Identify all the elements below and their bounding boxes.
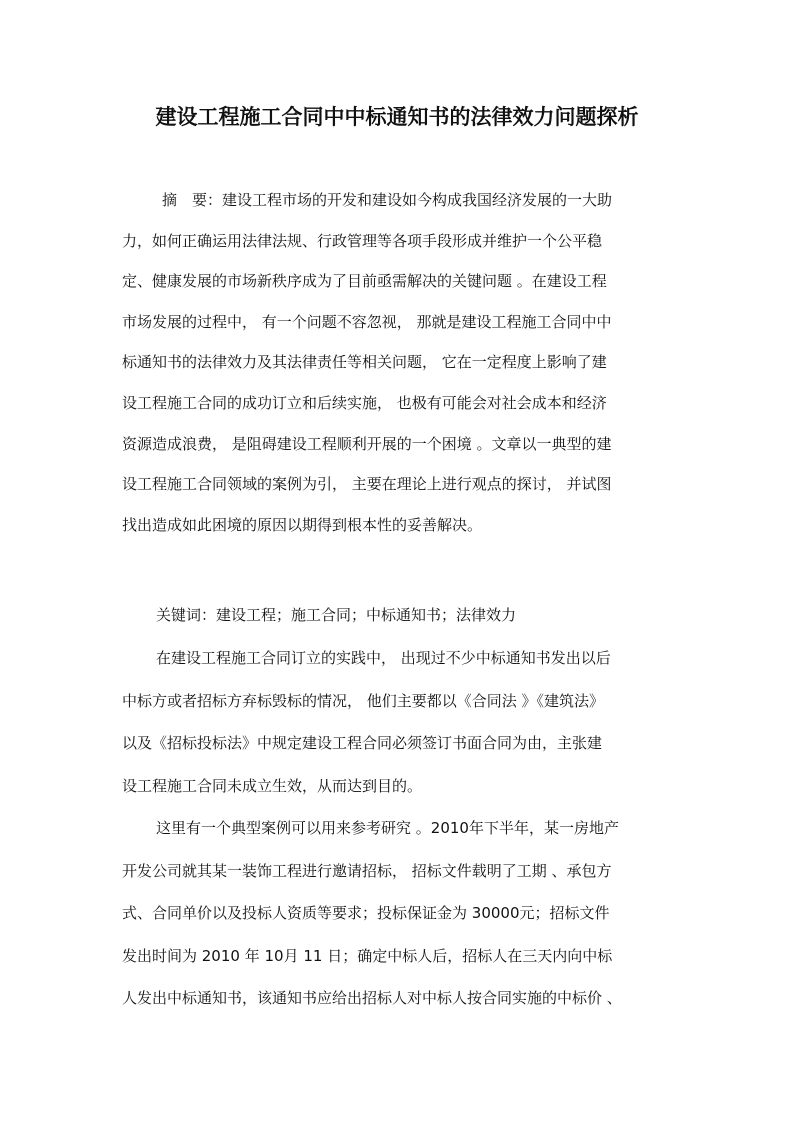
keywords-paragraph: [122, 594, 682, 637]
body-paragraph-2: [122, 807, 682, 1020]
body-line: 人发出中标通知书，该通知书应给出招标人对中标人按合同实施的中标价 、: [122, 989, 622, 1007]
body-line: 开发公司就其某一装饰工程进行邀请招标， 招标文件载明了工期 、承包方: [122, 861, 612, 880]
abstract-paragraph: [122, 180, 682, 545]
abstract-line: 设工程施工合同领域的案例为引， 主要在理论上进行观点的探讨， 并试图: [122, 475, 612, 494]
abstract-line: 标通知书的法律效力及其法律责任等相关问题， 它在一定程度上影响了建: [122, 353, 607, 372]
keywords-line: 关键词：建设工程；施工合同；中标通知书；法律效力: [156, 606, 517, 624]
body-line: 这里有一个典型案例可以用来参考研究 。2010年下半年，某一房地产: [156, 819, 619, 837]
abstract-line: 设工程施工合同的成功订立和后续实施， 也极有可能会对社会成本和经济: [122, 393, 607, 412]
document-title: 建设工程施工合同中中标通知书的法律效力问题探析: [155, 105, 639, 129]
body-paragraph-1: [122, 637, 682, 807]
abstract-line: 找出造成如此困境的原因以期得到根本性的妥善解决。: [122, 515, 483, 534]
abstract-line: 市场发展的过程中， 有一个问题不容忽视， 那就是建设工程施工合同中中: [122, 312, 612, 331]
body-line: 式、合同单价以及投标人资质等要求；投标保证金为 30000元；招标文件: [122, 904, 610, 922]
abstract-line: 力，如何正确运用法律法规、行政管理等各项手段形成并维护一个公平稳: [122, 231, 603, 250]
body-line: 发出时间为 2010 年 10月 11 日；确定中标人后，招标人在三天内向中标: [122, 946, 613, 965]
abstract-line: 资源造成浪费， 是阻碍建设工程顺利开展的一个困境 。文章以一典型的建: [122, 434, 612, 453]
body-line: 在建设工程施工合同订立的实践中， 出现过不少中标通知书发出以后: [156, 649, 611, 667]
abstract-line: 摘 要：建设工程市场的开发和建设如今构成我国经济发展的一大助: [162, 191, 613, 209]
body-line: 设工程施工合同未成立生效，从而达到目的。: [122, 776, 423, 795]
body-line: 以及《招标投标法》中规定建设工程合同必须签订书面合同为由，主张建: [122, 734, 603, 752]
body-line: 中标方或者招标方弃标毁标的情况， 他们主要都以《合同法 》《建筑法》: [122, 691, 605, 710]
abstract-line: 定、健康发展的市场新秩序成为了目前亟需解决的关键问题 。在建设工程: [122, 272, 607, 291]
